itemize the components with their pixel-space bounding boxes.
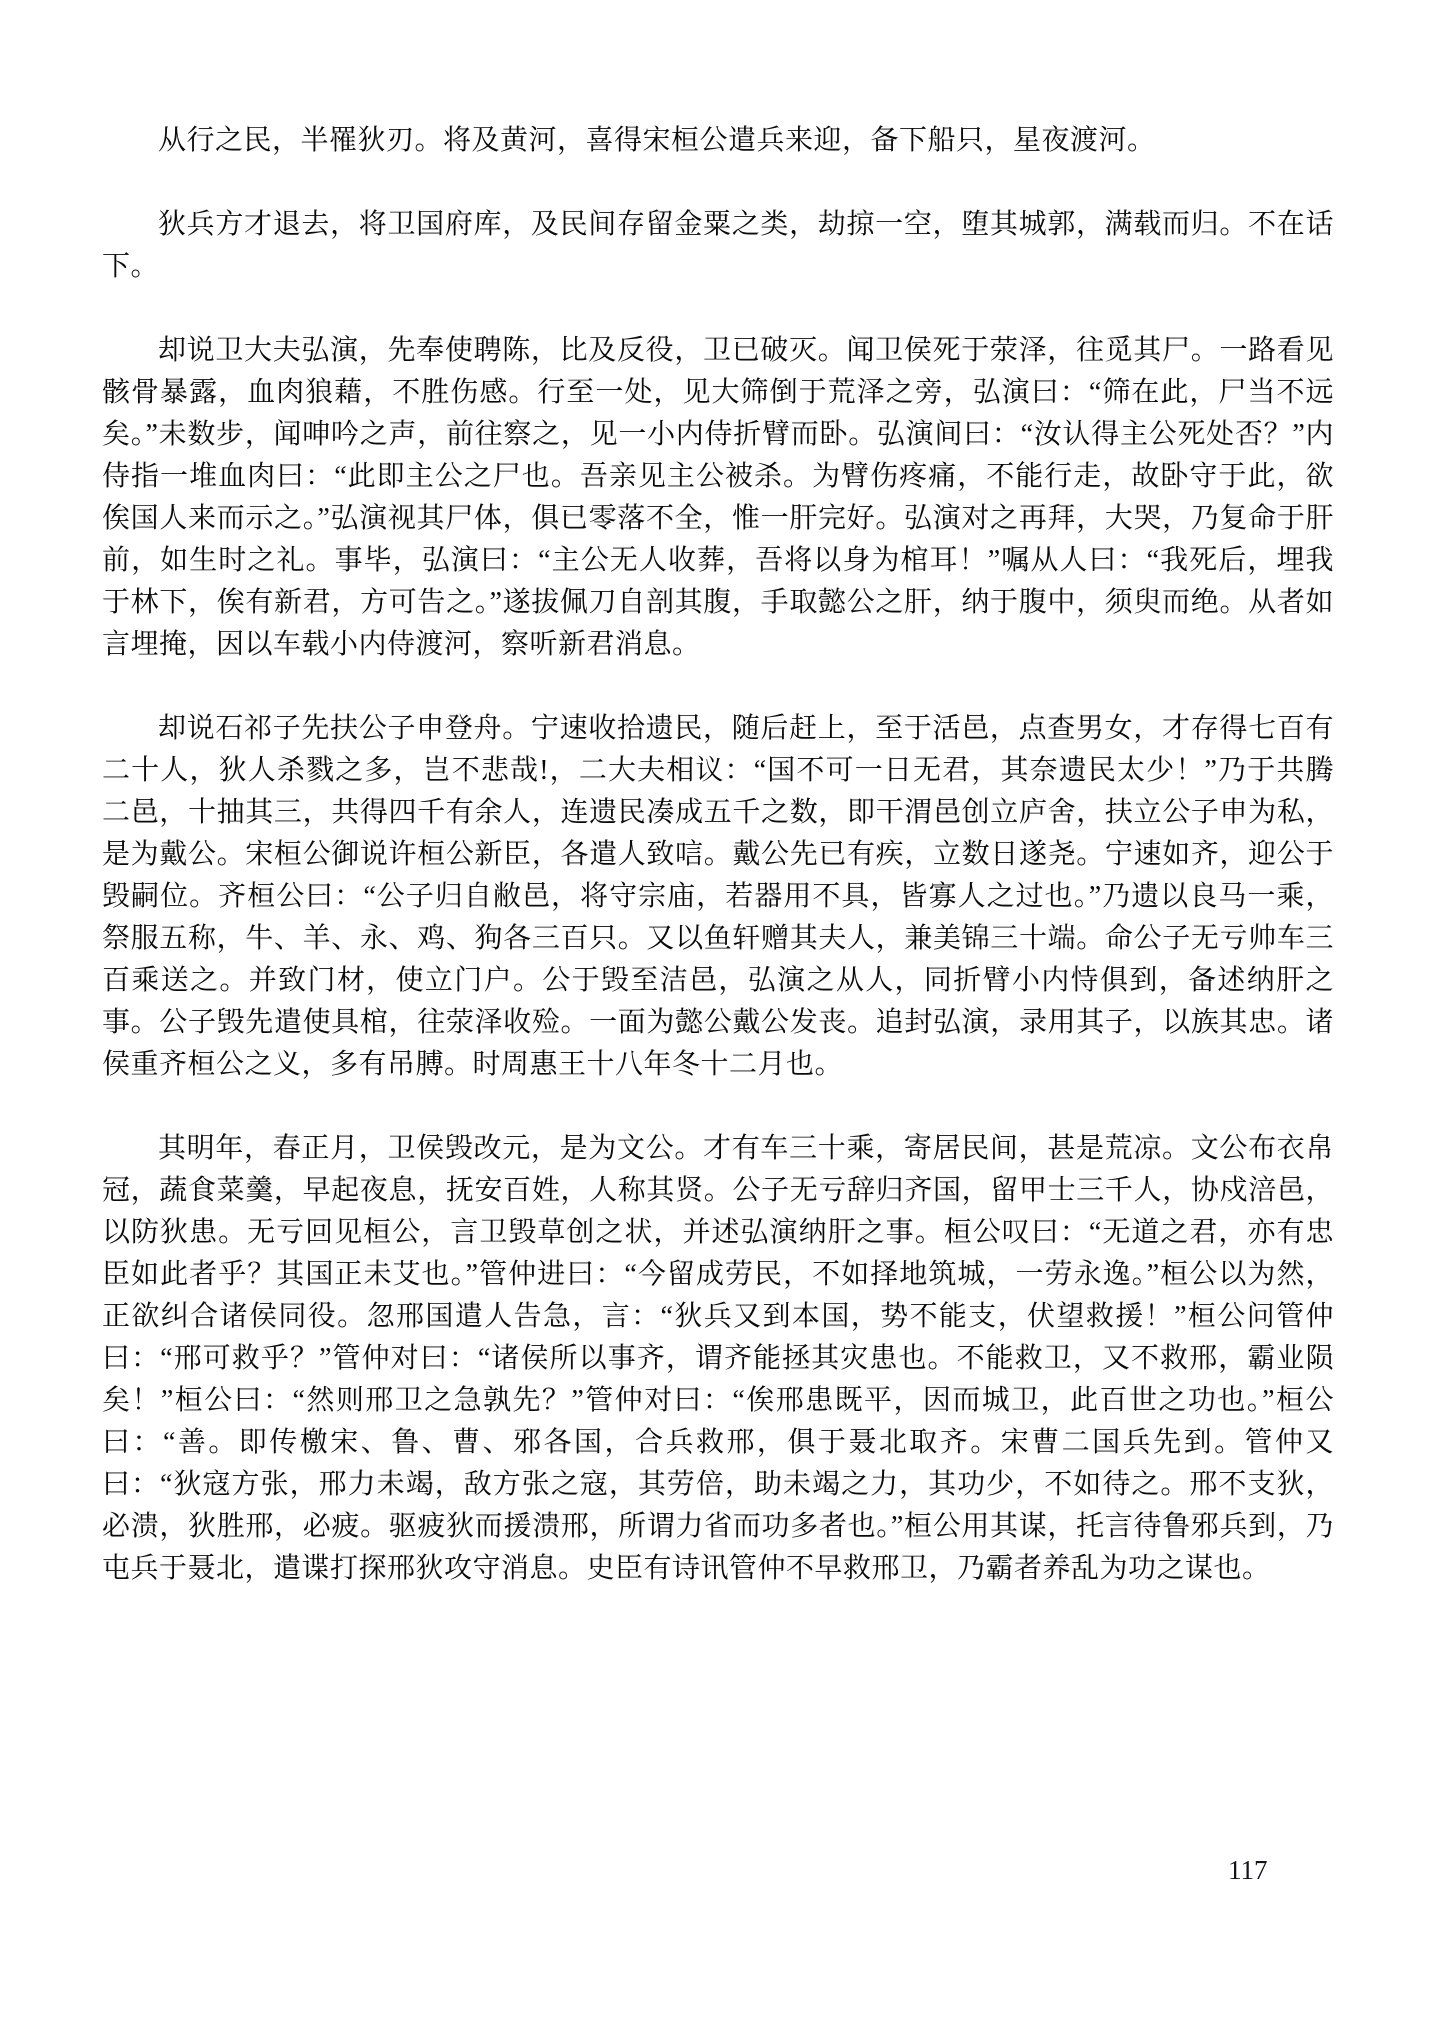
paragraph-4: 却说石祁子先扶公子申登舟。宁速收拾遗民，随后赶上，至于活邑，点查男女，才存得七百有二十人，狄人杀戮之多，岂不悲哉!，二大夫相议：“国不可一日无君，其奈遗民太少！”乃于共腾二邑，十抽其三，共得四千有余人，连遗民凑成五千之数，即干渭邑创立庐舍，扶立公子申为私，是为戴公。宋桓公御说许桓公新臣，各遣人致唁。戴公先已有疾，立数日遂尧。宁速如齐，迎公于毁嗣位。齐桓公曰：“公子归自敝邑，将守宗庙，若器用不具，皆寡人之过也。”乃遗以良马一乘，祭服五称，牛、羊、永、鸡、狗各三百只。又以鱼轩赠其夫人，兼美锦三十端。命公子无亏帅车三百乘送之。并致门材，使立门户。公于毁至洁邑，弘演之从人，同折臂小内恃俱到，备述纳肝之事。公子毁先遣使具棺，往荥泽收殓。一面为懿公戴公发丧。追封弘演，录用其子，以族其忠。诸侯重齐桓公之义，多有吊膊。时周惠王十八年冬十二月也。 (102, 713, 1334, 1080)
page-number: 117 (1228, 1855, 1268, 1885)
text-body (102, 120, 1334, 1632)
paragraph-3: 却说卫大夫弘演，先奉使聘陈，比及反役，卫已破灭。闻卫侯死于荥泽，往觅其尸。一路看见骸骨暴露，血肉狼藉，不胜伤感。行至一处，见大筛倒于荒泽之旁，弘演曰：“筛在此，尸当不远矣。”未数步，闻呻吟之声，前往察之，见一小内侍折臂而卧。弘演间曰：“汝认得主公死处否？”内侍指一堆血肉曰：“此即主公之尸也。吾亲见主公被杀。为臂伤疼痛，不能行走，故卧守于此，欲俟国人来而示之。”弘演视其尸体，俱已零落不全，惟一肝完好。弘演对之再拜，大哭，乃复命于肝前，如生时之礼。事毕，弘演曰：“主公无人收葬，吾将以身为棺耳！”嘱从人曰：“我死后，埋我于林下，俟有新君，方可告之。”遂拔佩刀自剖其腹，手取懿公之肝，纳于腹中，须臾而绝。从者如言埋掩，因以车载小内侍渡河，察听新君消息。 (102, 335, 1334, 660)
paragraph-1: 从行之民，半罹狄刃。将及黄河，喜得宋桓公遣兵来迎，备下船只，星夜渡河。 (158, 125, 1156, 156)
paragraph-2: 狄兵方才退去，将卫国府库，及民间存留金粟之类，劫掠一空，堕其城郭，满载而归。不在话下。 (102, 209, 1334, 282)
paragraph-5: 其明年，春正月，卫侯毁改元，是为文公。才有车三十乘，寄居民间，甚是荒凉。文公布衣帛冠，蔬食菜羹，早起夜息，抚安百姓，人称其贤。公子无亏辞归齐国，留甲士三千人，协戍涪邑，以防狄患。无亏回见桓公，言卫毁草创之状，并述弘演纳肝之事。桓公叹曰：“无道之君，亦有忠臣如此者乎？其国正未艾也。”管仲进曰：“今留成劳民，不如择地筑城，一劳永逸。”桓公以为然，正欲纠合诸侯同役。忽邢国遣人告急，言：“狄兵又到本国，势不能支，伏望救援！”桓公问管仲曰：“邢可救乎？”管仲对曰：“诸侯所以事齐，谓齐能拯其灾患也。不能救卫，又不救邢，霸业陨矣！”桓公曰：“然则邢卫之急孰先？”管仲对曰：“俟邢患既平，因而城卫，此百世之功也。”桓公曰：“善。即传檄宋、鲁、曹、邪各国，合兵救邢，俱于聂北取齐。宋曹二国兵先到。管仲又曰：“狄寇方张，邢力未竭，敌方张之寇，其劳倍，助未竭之力，其功少，不如待之。邢不支狄，必溃，狄胜邢，必疲。驱疲狄而援溃邢，所谓力省而功多者也。”桓公用其谋，托言待鲁邪兵到，乃屯兵于聂北，遣谍打探邢狄攻守消息。史臣有诗讯管仲不早救邢卫，乃霸者养乱为功之谋也。 (102, 1133, 1334, 1584)
